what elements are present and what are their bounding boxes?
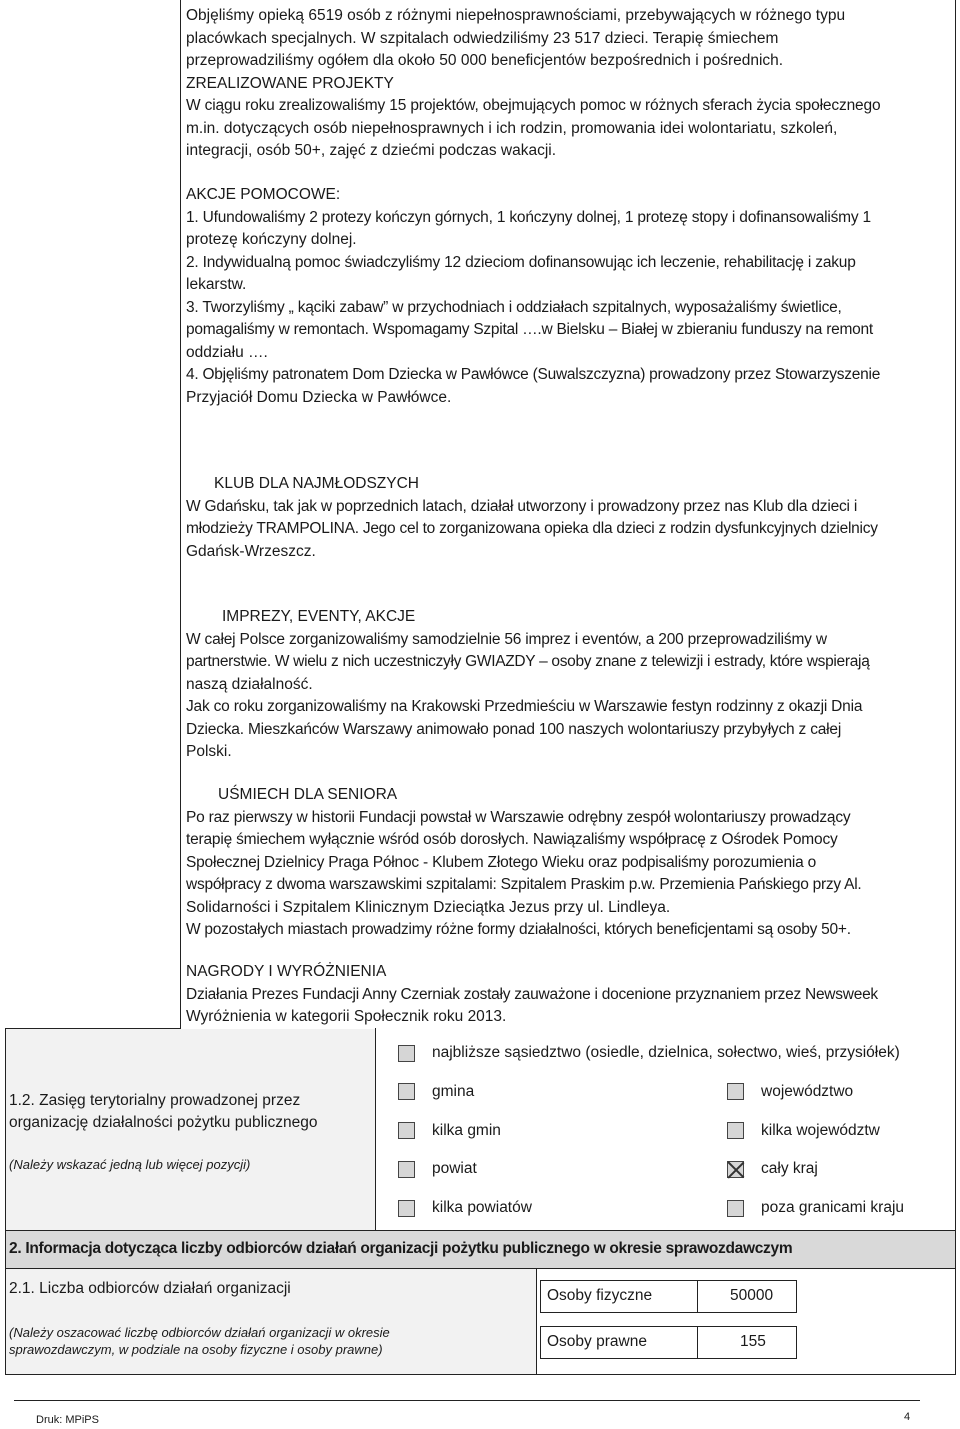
zasieg-note: (Należy wskazać jedną lub więcej pozycji) <box>9 1157 251 1172</box>
zasieg-label-line: 1.2. Zasięg terytorialny prowadzonej przez <box>9 1092 301 1109</box>
checkbox-poza-granicami[interactable] <box>727 1200 744 1217</box>
senior-line: Społecznej Dzielnicy Praga Północ - Klubem Złotego Wieku oraz podpisaliśmy porozumienia o <box>186 853 817 871</box>
imprezy-line: Polski. <box>186 743 232 760</box>
klub-line: młodzieży TRAMPOLINA. Jego cel to zorganizowana opieka dla dzieci z rodzin dysfunkcyjnych dzielnicy <box>186 520 878 537</box>
akcje-line: 4. Objęliśmy patronatem Dom Dziecka w Pawłówce (Suwalszczyzna) prowadzony przez Stowarzyszenie <box>186 366 881 383</box>
osoby-fizyczne-divider <box>697 1280 698 1313</box>
akcje-line: protezę kończyny dolnej. <box>186 231 357 248</box>
senior-block <box>186 784 951 942</box>
intro-line: integracji, osób 50+, zajęć z dziećmi podczas wakacji. <box>186 142 557 159</box>
senior-line: W pozostałych miastach prowadzimy różne formy działalności, których beneficjentami są osoby 50+. <box>186 921 851 938</box>
imprezy-line: Jak co roku zorganizowaliśmy na Krakowski Przedmieściu w Warszawie festyn rodzinny z okazji Dnia <box>186 698 863 715</box>
akcje-line: Przyjaciół Domu Dziecka w Pawłówce. <box>186 388 452 406</box>
checkbox-wojewodztwo[interactable] <box>727 1083 744 1100</box>
option-label-kilka-wojewodztw: kilka województw <box>761 1122 880 1139</box>
osoby-prawne-value[interactable]: 155 <box>740 1333 766 1350</box>
senior-line: współpracy z dwoma warszawskimi szpitalami: Szpitalem Praskim p.w. Przemienia Pańskiego przy Al. <box>186 876 862 893</box>
section-heading-klub: KLUB DLA NAJMŁODSZYCH <box>214 475 419 492</box>
intro-line: placówkach specjalnych. W szpitalach odwiedziliśmy 23 517 dzieci. Terapię śmiechem <box>186 29 779 47</box>
section-heading-imprezy: IMPREZY, EVENTY, AKCJE <box>222 608 416 625</box>
zasieg-label-line: organizację działalności pożytku publicznego <box>9 1114 318 1131</box>
intro-line: m.in. dotyczących osób niepełnosprawnych i ich rodzin, promowania idei wolontariatu, szkoleń, <box>186 119 838 137</box>
klub-line: Gdańsk-Wrzeszcz. <box>186 542 316 560</box>
akcje-line: oddziału …. <box>186 343 268 361</box>
section21-note-line: (Należy oszacować liczbę odbiorców działań organizacji w okresie <box>9 1325 390 1340</box>
section-heading-akcje: AKCJE POMOCOWE: <box>186 186 341 203</box>
imprezy-line: Dziecka. Mieszkańców Warszawy animowało ponad 100 naszych wolontariuszy przybyłych z całej <box>186 720 842 738</box>
imprezy-line: W całej Polsce zorganizowaliśmy samodzielnie 56 imprez i eventów, a 200 przeprowadziliśmy w <box>186 630 827 648</box>
intro-line: W ciągu roku zrealizowaliśmy 15 projektów, obejmujących pomoc w różnych sferach życia społecznego <box>186 97 881 114</box>
senior-line: terapię śmiechem wyłącznie wśród osób dorosłych. Nawiązaliśmy współpracę z Ośrodek Pomocy <box>186 831 838 848</box>
checkbox-najblizsze[interactable] <box>398 1045 415 1062</box>
checkbox-kilka-powiatow[interactable] <box>398 1200 415 1217</box>
intro-block <box>186 5 951 163</box>
checkbox-powiat[interactable] <box>398 1161 415 1178</box>
section21-note-line: sprawozdawczym, w podziale na osoby fizyczne i osoby prawne) <box>9 1342 383 1357</box>
section2-heading: 2. Informacja dotycząca liczby odbiorców działań organizacji pożytku publicznego w okresie sprawozdawczym <box>9 1240 793 1257</box>
imprezy-block <box>186 606 951 764</box>
akcje-line: 3. Tworzyliśmy „ kąciki zabaw” w przychodniach i oddziałach szpitalnych, wyposażaliśmy świetlice, <box>186 298 842 316</box>
option-label-najblizsze: najbliższe sąsiedztwo (osiedle, dzielnica, sołectwo, wieś, przysiółek) <box>432 1044 900 1061</box>
akcje-block <box>186 184 951 409</box>
section-heading-nagrody: NAGRODY I WYRÓŻNIENIA <box>186 963 387 980</box>
content-left-border <box>180 0 181 1028</box>
option-label-caly-kraj: cały kraj <box>761 1160 818 1177</box>
checkbox-gmina[interactable] <box>398 1083 415 1100</box>
akcje-line: pomagaliśmy w remontach. Wspomagamy Szpital ….w Bielsku – Białej w zbieraniu funduszy na remont <box>186 321 873 338</box>
footer-print-label: Druk: MPiPS <box>36 1414 99 1426</box>
option-label-wojewodztwo: województwo <box>761 1083 854 1100</box>
akcje-line: 1. Ufundowaliśmy 2 protezy kończyn górnych, 1 kończyny dolnej, 1 protezę stopy i dofinansowaliśmy 1 <box>186 208 871 226</box>
section21-label: 2.1. Liczba odbiorców działań organizacji <box>9 1280 291 1297</box>
nagrody-line: Działania Prezes Fundacji Anny Czerniak zostały zauważone i docenione przyznaniem przez Newsweek <box>186 985 878 1003</box>
nagrody-block <box>186 961 951 1029</box>
osoby-fizyczne-label: Osoby fizyczne <box>547 1287 653 1304</box>
section2-heading-bar <box>5 1230 956 1269</box>
checkbox-kilka-wojewodztw[interactable] <box>727 1122 744 1139</box>
page-number: 4 <box>904 1411 911 1423</box>
section-heading-senior: UŚMIECH DLA SENIORA <box>218 786 398 803</box>
osoby-prawne-label: Osoby prawne <box>547 1333 647 1350</box>
section21-note <box>9 1324 390 1358</box>
osoby-prawne-divider <box>697 1326 698 1359</box>
zasieg-panel-divider <box>375 1028 376 1230</box>
akcje-line: lekarstw. <box>186 276 247 293</box>
senior-line: Po raz pierwszy w historii Fundacji powstał w Warszawie odrębny zespół wolontariuszy prowadzący <box>186 808 851 826</box>
option-label-kilka-gmin: kilka gmin <box>432 1122 501 1139</box>
intro-line: Objęliśmy opieką 6519 osób z różnymi niepełnosprawnościami, przebywających w różnego typu <box>186 7 846 24</box>
osoby-fizyczne-value[interactable]: 50000 <box>730 1287 774 1304</box>
imprezy-line: partnerstwie. W wielu z nich uczestniczyły GWIAZDY – osoby znane z telewizji i estrady, które wspierają <box>186 653 870 670</box>
section21-divider <box>536 1269 537 1375</box>
option-label-gmina: gmina <box>432 1083 475 1100</box>
intro-line: przeprowadziliśmy ogółem dla około 50 000 beneficjentów bezpośrednich i pośrednich. <box>186 52 784 69</box>
content-right-border <box>955 0 956 1230</box>
klub-block <box>186 473 951 563</box>
checkbox-kilka-gmin[interactable] <box>398 1122 415 1139</box>
imprezy-line: naszą działalność. <box>186 675 313 693</box>
senior-line: Solidarności i Szpitalem Klinicznym Dzieciątka Jezus przy ul. Lindleya. <box>186 898 671 916</box>
option-label-powiat: powiat <box>432 1160 477 1177</box>
nagrody-line: Wyróżnienia w kategorii Społecznik roku 2013. <box>186 1008 507 1025</box>
checkbox-caly-kraj[interactable] <box>727 1161 744 1178</box>
section-heading-projekty: ZREALIZOWANE PROJEKTY <box>186 74 394 92</box>
footer-rule <box>14 1400 920 1401</box>
zasieg-label <box>9 1090 317 1134</box>
option-label-kilka-powiatow: kilka powiatów <box>432 1199 532 1216</box>
option-label-poza-granicami: poza granicami kraju <box>761 1199 905 1216</box>
klub-line: W Gdańsku, tak jak w poprzednich latach, działał utworzony i prowadzony przez nas Klub dla dzieci i <box>186 497 858 515</box>
akcje-line: 2. Indywidualną pomoc świadczyliśmy 12 dzieciom dofinansowując ich leczenie, rehabilitację i zakup <box>186 253 856 271</box>
